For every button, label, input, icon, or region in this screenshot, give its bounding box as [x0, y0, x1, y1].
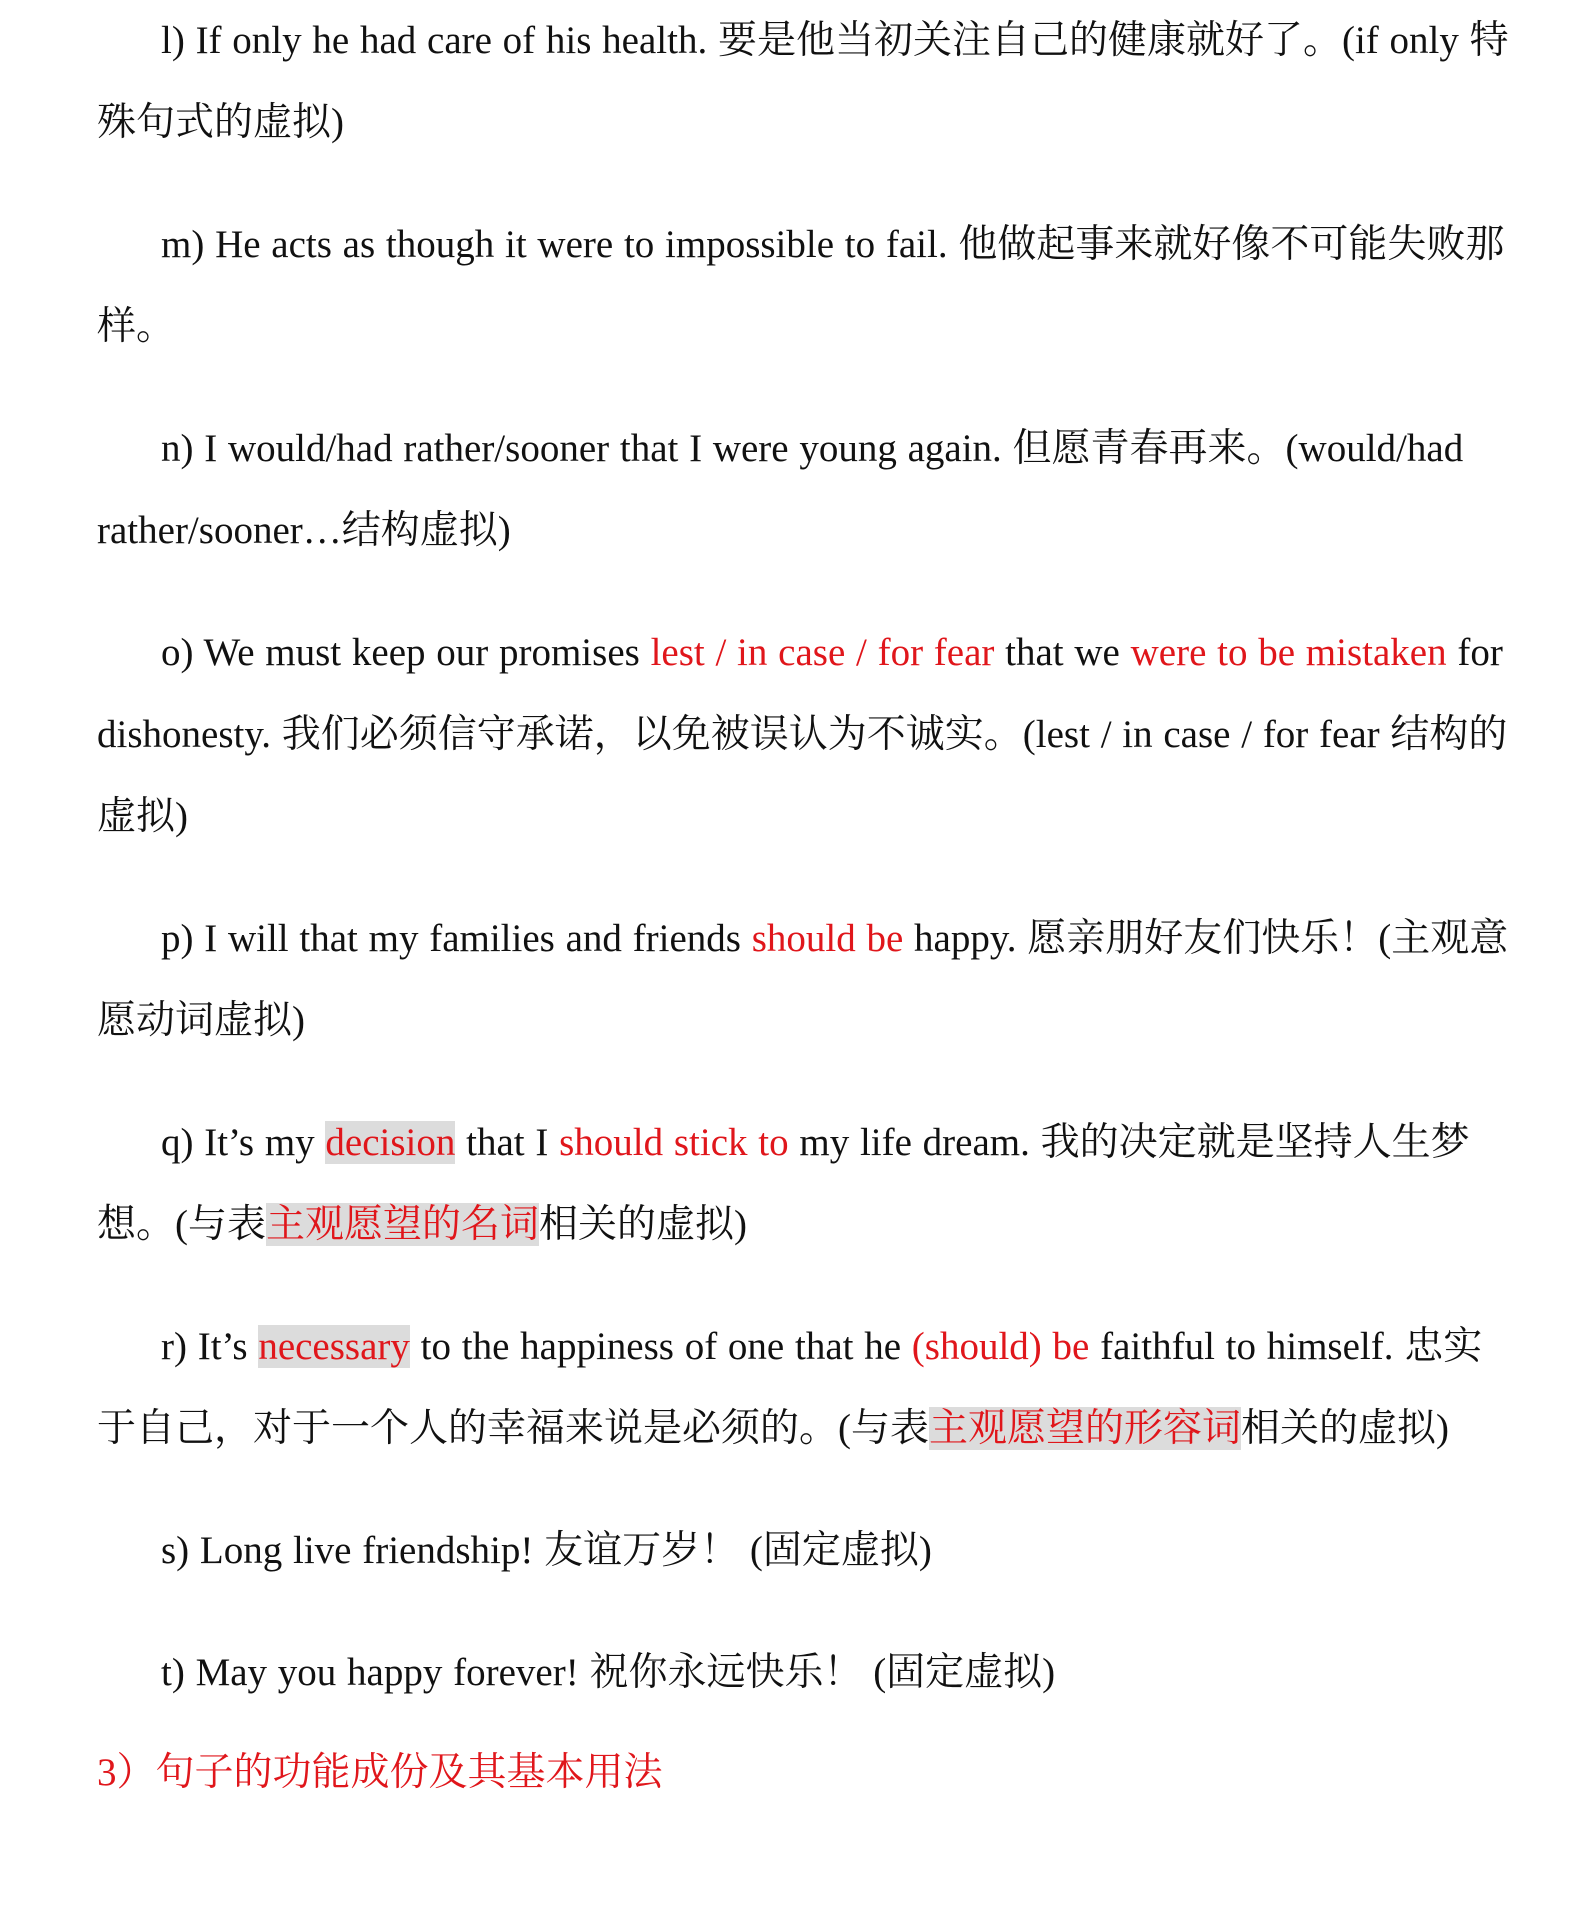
example-text: l) If only he had care of his health. 要是他当初关注自己的健康就好了。(if only 特殊句式的虚拟) [97, 19, 1509, 144]
example-n [97, 408, 1517, 572]
example-text: for dishonesty. 我们必须信守承诺，以免被误认为不诚实。(lest / in case / for fear 结构的虚拟) [97, 631, 1508, 838]
example-text: t) May you happy forever! 祝你永远快乐！ (固定虚拟) [161, 1651, 1056, 1694]
example-text: q) It’s my [161, 1121, 326, 1164]
example-text: p) I will that my families and friends [161, 917, 752, 960]
red-emphasis: should stick to [559, 1121, 789, 1164]
example-text: 相关的虚拟) [1241, 1407, 1450, 1450]
example-text: my life dream. 我的决定就是坚持人生梦想。(与表 [97, 1121, 1470, 1246]
red-emphasis: were to be mistaken [1130, 631, 1447, 674]
example-text: happy. 愿亲朋好友们快乐！(主观意愿动词虚拟) [97, 917, 1509, 1042]
example-o [97, 612, 1517, 858]
highlighted-red-emphasis: decision [325, 1121, 456, 1164]
highlighted-red-emphasis: 主观愿望的形容词 [929, 1407, 1242, 1450]
example-m [97, 204, 1517, 368]
highlighted-red-emphasis: 主观愿望的名词 [266, 1203, 540, 1246]
example-text: that I [455, 1121, 560, 1164]
example-text: r) It’s [161, 1325, 259, 1368]
example-p [97, 898, 1517, 1062]
example-text: o) We must keep our promises [161, 631, 651, 674]
red-emphasis: should be [751, 917, 904, 960]
example-r [97, 1306, 1517, 1470]
example-s [97, 1510, 1517, 1592]
example-text: that we [994, 631, 1131, 674]
example-text: n) I would/had rather/sooner that I were young again. 但愿青春再来。(would/had rather/sooner…结构虚拟) [97, 427, 1464, 552]
document-page [97, 0, 1517, 1814]
example-t [97, 1632, 1517, 1714]
example-q [97, 1102, 1517, 1266]
example-l [97, 0, 1517, 164]
red-emphasis: (should) be [911, 1325, 1090, 1368]
section-heading: 3）句子的功能成份及其基本用法 [97, 1751, 663, 1794]
example-text: m) He acts as though it were to impossible to fail. 他做起事来就好像不可能失败那样。 [97, 223, 1505, 348]
example-text: 相关的虚拟) [539, 1203, 748, 1246]
highlighted-red-emphasis: necessary [258, 1325, 410, 1368]
example-text: s) Long live friendship! 友谊万岁！ (固定虚拟) [161, 1529, 932, 1572]
example-text: to the happiness of one that he [409, 1325, 912, 1368]
example-text: faithful to himself. 忠实于自己，对于一个人的幸福来说是必须的。(与表 [97, 1325, 1483, 1450]
red-emphasis: lest / in case / for fear [650, 631, 995, 674]
